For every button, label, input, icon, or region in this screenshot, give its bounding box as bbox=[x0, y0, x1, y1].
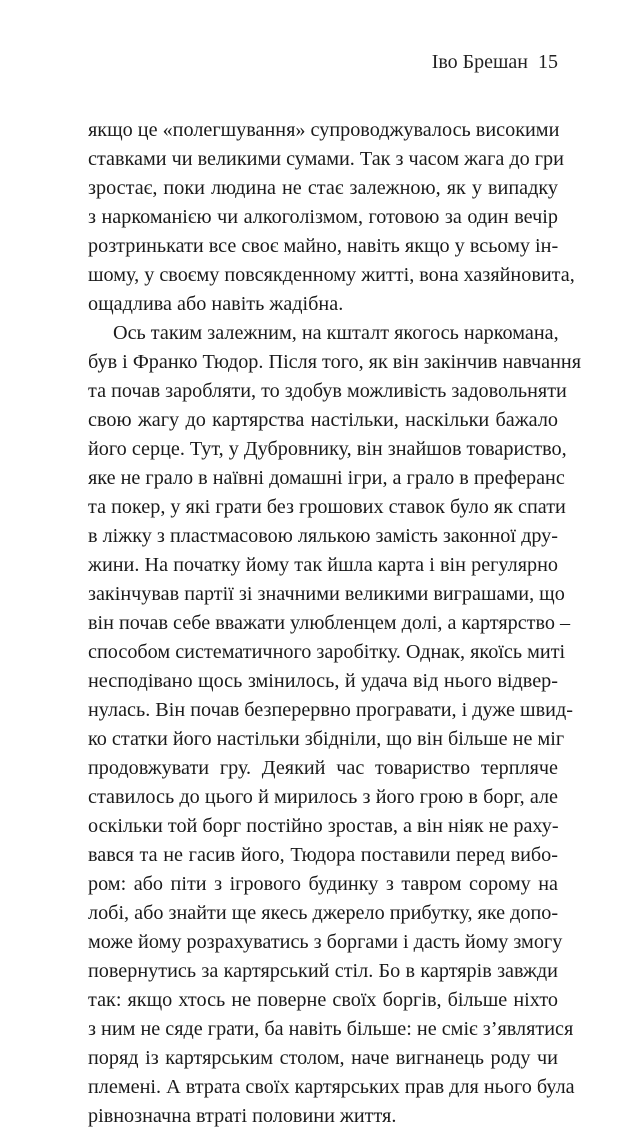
text-line: він почав себе вважати улюбленцем долі, а картярство – bbox=[88, 612, 571, 634]
paragraph bbox=[88, 319, 582, 1131]
text-line: нулась. Він почав безперервно програвати, і дуже швид- bbox=[88, 699, 573, 721]
text-line: може йому розрахуватись з боргами і дасть йому змогу bbox=[88, 931, 563, 953]
text-line: лобі, або знайти ще якесь джерело прибутку, яке допо- bbox=[88, 902, 559, 924]
paragraph bbox=[88, 116, 575, 319]
text-line: продовжувати гру. Деякий час товариство терпляче bbox=[88, 757, 558, 779]
text-line: племені. А втрата своїх картярських прав для нього була bbox=[88, 1076, 575, 1098]
text-line: способом систематичного заробітку. Однак, якоїсь миті bbox=[88, 641, 566, 663]
running-header-author: Іво Брешан bbox=[431, 51, 528, 73]
page-number: 15 bbox=[538, 51, 558, 73]
text-line: з наркоманією чи алкоголізмом, готовою за один вечір bbox=[88, 206, 558, 228]
text-line: закінчував партії зі значними великими виграшами, що bbox=[88, 583, 565, 605]
text-line: оскільки той борг постійно зростав, а він ніяк не раху- bbox=[88, 815, 559, 837]
text-line: був і Франко Тюдор. Після того, як він закінчив навчання bbox=[88, 351, 582, 373]
text-line: ко статки його настільки збідніли, що він більше не міг bbox=[88, 728, 565, 750]
text-line: ставилось до цього й мирилось з його грою в борг, але bbox=[88, 786, 558, 808]
text-line: яке не грало в наївні домашні ігри, а грало в преферанс bbox=[88, 467, 565, 489]
text-line: ставками чи великими сумами. Так з часом жага до гри bbox=[88, 148, 564, 170]
text-line: свою жагу до картярства настільки, наскільки бажало bbox=[88, 409, 558, 431]
text-line: Ось таким залежним, на кшталт якогось наркомана, bbox=[113, 322, 559, 344]
text-line: рівнозначна втраті половини життя. bbox=[88, 1105, 397, 1127]
text-line: повернутись за картярський стіл. Бо в картярів завжди bbox=[88, 960, 558, 982]
text-line: вався та не гасив його, Тюдора поставили перед вибо- bbox=[88, 844, 558, 866]
text-line: та почав заробляти, то здобув можливість задовольняти bbox=[88, 380, 567, 402]
text-line: жини. На початку йому так йшла карта і він регулярно bbox=[88, 554, 558, 576]
text-line: з ним не сяде грати, ба навіть більше: не сміє з’являтися bbox=[88, 1018, 574, 1040]
text-line: розтринькати все своє майно, навіть якщо у всьому ін- bbox=[88, 235, 559, 257]
text-line: його серце. Тут, у Дубровнику, він знайшов товариство, bbox=[88, 438, 567, 460]
text-line: шому, у своєму повсякденному житті, вона хазяйновита, bbox=[88, 264, 575, 286]
running-header bbox=[432, 50, 558, 74]
text-line: так: якщо хтось не поверне своїх боргів, більше ніхто bbox=[88, 989, 558, 1011]
text-line: та покер, у які грати без грошових ставок було як спати bbox=[88, 496, 566, 518]
text-line: несподівано щось змінилось, й удача від нього відвер- bbox=[88, 670, 558, 692]
text-line: якщо це «полегшування» супроводжувалось високими bbox=[88, 119, 560, 141]
text-line: ром: або піти з ігрового будинку з тавром сорому на bbox=[88, 873, 558, 895]
text-line: ощадлива або навіть жадібна. bbox=[88, 293, 344, 315]
body-text bbox=[88, 116, 582, 1131]
text-line: зростає, поки людина не стає залежною, як у випадку bbox=[88, 177, 558, 199]
text-line: поряд із картярським столом, наче вигнанець роду чи bbox=[88, 1047, 558, 1069]
text-line: в ліжку з пластмасовою лялькою замість законної дру- bbox=[88, 525, 558, 547]
